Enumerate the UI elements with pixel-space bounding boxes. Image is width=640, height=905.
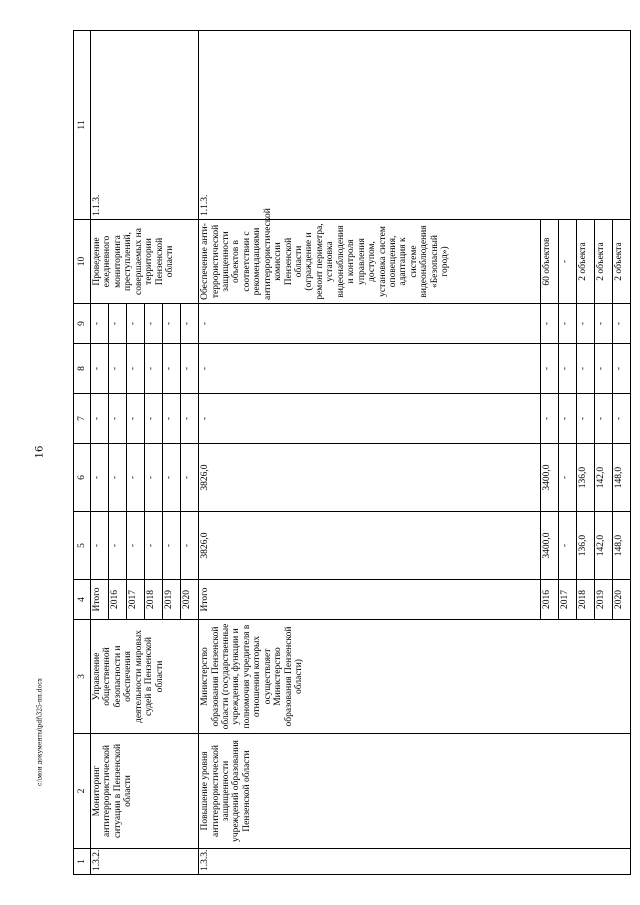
column-header: 4	[74, 580, 91, 620]
column-header: 1	[74, 849, 91, 875]
value-cell: -	[577, 344, 595, 394]
value-cell: -	[127, 444, 145, 512]
value-cell: -	[91, 394, 109, 444]
value-cell: -	[109, 512, 127, 580]
value-cell: -	[163, 304, 181, 344]
value-cell: -	[577, 394, 595, 444]
value-cell: -	[127, 344, 145, 394]
value-cell: -	[181, 304, 199, 344]
value-cell: -	[163, 444, 181, 512]
column-header: 6	[74, 444, 91, 512]
value-cell: -	[109, 344, 127, 394]
value-cell: -	[559, 304, 577, 344]
value-cell: -	[181, 344, 199, 394]
value-cell: 136,0	[577, 512, 595, 580]
table-row	[199, 31, 541, 875]
value-cell: 3400,0	[541, 444, 559, 512]
column-header: 3	[74, 620, 91, 734]
measure-number: 1.3.2.	[91, 849, 199, 875]
value-cell: -	[145, 444, 163, 512]
value-cell: -	[127, 394, 145, 444]
value-cell: 148,0	[613, 444, 631, 512]
value-cell: 3826,0	[199, 444, 541, 512]
value-cell: -	[613, 394, 631, 444]
measure-name: Повышение уровня антитеррористической защищенности учреждений образования Пензенской области	[199, 734, 631, 849]
value-cell: -	[145, 394, 163, 444]
year-cell: 2019	[595, 580, 613, 620]
column-header: 10	[74, 220, 91, 304]
value-cell: -	[541, 304, 559, 344]
value-cell: 148,0	[613, 512, 631, 580]
value-cell: -	[163, 394, 181, 444]
year-cell: 2020	[181, 580, 199, 620]
value-cell: 136,0	[577, 444, 595, 512]
measure-number: 1.3.3.	[199, 849, 631, 875]
value-cell: -	[181, 512, 199, 580]
value-cell: -	[541, 344, 559, 394]
table-row	[91, 31, 109, 875]
year-cell: Итого	[199, 580, 541, 620]
year-cell: 2018	[145, 580, 163, 620]
year-cell: 2016	[541, 580, 559, 620]
value-cell: -	[181, 444, 199, 512]
column-header: 8	[74, 344, 91, 394]
value-cell: -	[109, 304, 127, 344]
value-cell: -	[181, 394, 199, 444]
value-cell: 3826,0	[199, 512, 541, 580]
page-number: 16	[34, 445, 46, 459]
value-cell: 3400,0	[541, 512, 559, 580]
value-cell: -	[127, 512, 145, 580]
footer-file-path: c:\мои документы\pdf\325-пп.docx	[36, 678, 44, 787]
value-cell: 142,0	[595, 512, 613, 580]
value-cell: -	[559, 394, 577, 444]
column-header: 9	[74, 304, 91, 344]
measure-result: Проведение ежедневного мониторинга преступлений, совершаемых на территории Пензенской области	[91, 220, 199, 304]
year-cell: Итого	[91, 580, 109, 620]
year-cell: 2019	[163, 580, 181, 620]
value-cell: -	[199, 344, 541, 394]
value-cell: -	[109, 444, 127, 512]
value-cell: -	[127, 304, 145, 344]
result-cell: 2 объекта	[577, 220, 595, 304]
value-cell: -	[109, 394, 127, 444]
column-header: 2	[74, 734, 91, 849]
year-cell: 2018	[577, 580, 595, 620]
measure-executor: Министерство образования Пензенской области (государственные учреждения, функции и полномочия учредителя в отношении которых осуществляет Министерство образования Пензенской области)	[199, 620, 631, 734]
value-cell: -	[559, 512, 577, 580]
measure-link: 1.1.3.	[199, 31, 631, 220]
value-cell: -	[145, 304, 163, 344]
year-cell: 2017	[127, 580, 145, 620]
value-cell: -	[91, 344, 109, 394]
value-cell: -	[559, 444, 577, 512]
value-cell: -	[145, 344, 163, 394]
value-cell: -	[595, 394, 613, 444]
program-measures-table	[73, 30, 631, 875]
measure-name: Мониторинг антитеррористической ситуации в Пензенской области	[91, 734, 199, 849]
value-cell: -	[595, 304, 613, 344]
value-cell: -	[199, 304, 541, 344]
value-cell: -	[91, 512, 109, 580]
value-cell: -	[91, 304, 109, 344]
column-number-row	[74, 31, 91, 875]
value-cell: -	[613, 304, 631, 344]
rotated-table-container	[73, 31, 631, 875]
year-cell: 2020	[613, 580, 631, 620]
value-cell: -	[163, 512, 181, 580]
result-cell: 60 объектов	[541, 220, 559, 304]
value-cell: -	[541, 394, 559, 444]
result-cell: 2 объекта	[595, 220, 613, 304]
value-cell: -	[577, 304, 595, 344]
result-cell: 2 объекта	[613, 220, 631, 304]
year-cell: 2016	[109, 580, 127, 620]
measure-result: Обеспечение анти-террористической защищенности объектов в соответствии с рекомендациями антитеррористической комиссии Пензенской области (ограждение и ремонт периметра, установка видеонаблюдения и контроля управления доступом, установка систем оповещения, адаптация к системе видеонаблюдения «Безопасный город»)	[199, 220, 541, 304]
column-header: 7	[74, 394, 91, 444]
value-cell: 142,0	[595, 444, 613, 512]
value-cell: -	[559, 344, 577, 394]
year-cell: 2017	[559, 580, 577, 620]
value-cell: -	[199, 394, 541, 444]
value-cell: -	[613, 344, 631, 394]
column-header: 11	[74, 31, 91, 220]
result-cell: -	[559, 220, 577, 304]
column-header: 5	[74, 512, 91, 580]
value-cell: -	[595, 344, 613, 394]
measure-link: 1.1.3.	[91, 31, 199, 220]
measure-executor: Управление общественной безопасности и обеспечения деятельности мировых судей в Пензенской области	[91, 620, 199, 734]
value-cell: -	[163, 344, 181, 394]
value-cell: -	[91, 444, 109, 512]
value-cell: -	[145, 512, 163, 580]
